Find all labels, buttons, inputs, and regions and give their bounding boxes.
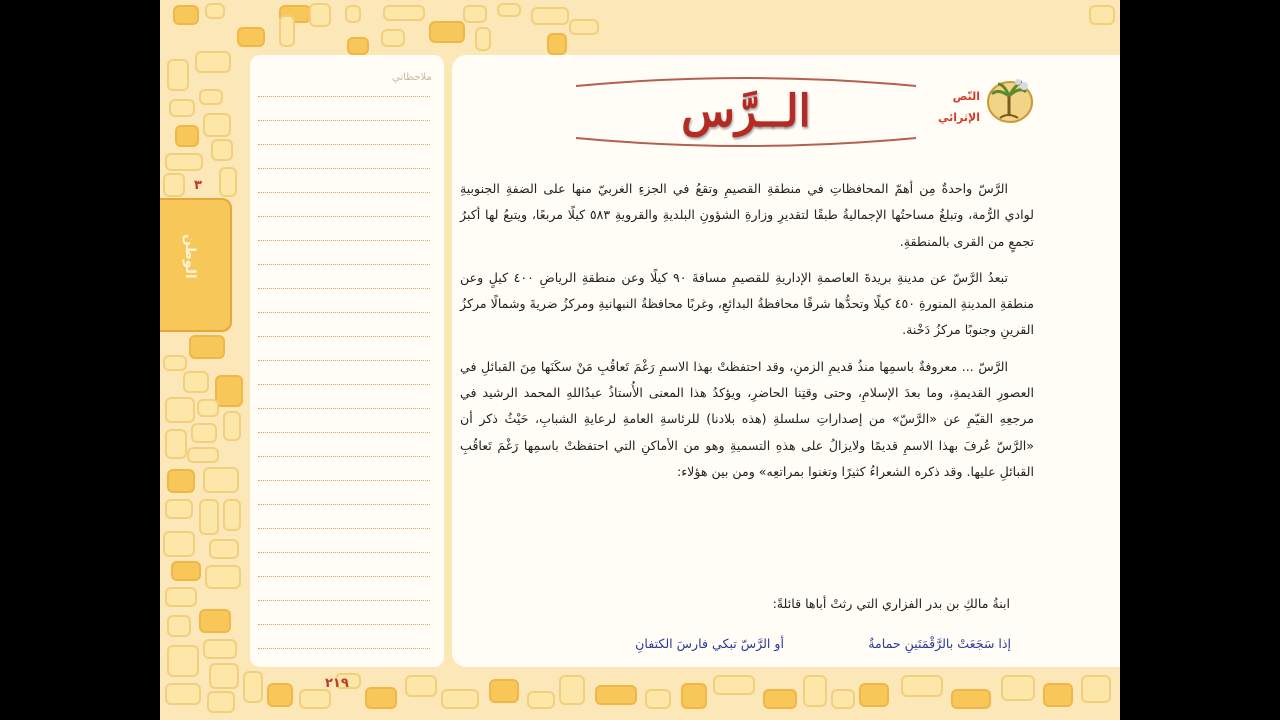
note-line — [258, 216, 430, 217]
note-line — [258, 144, 430, 145]
paragraph: تبعدُ الرَّسّ عن مدينةِ بريدةَ العاصمةِ الإداريةِ للقصيمِ مسافةَ ٩٠ كيلًا وعن منطقةِ الرياضِ ٤٠٠ كيلٍ وعن منطقةِ المدينةِ المنورةِ ٤٥٠ كيلًا وتحدُّها شرقًا محافظةُ البدائعِ، وغربًا محافظةُ النبهانيةِ ومركزُ ضريةَ وشمالًا مركزُ القرينِ وجنوبًا مركزُ دَخْنة. — [460, 269, 1034, 338]
note-line — [258, 264, 430, 265]
paragraph: الرَّسّ واحدةٌ مِن أهمّ المحافظاتِ في منطقةِ القصيمِ وتقعُ في الجزءِ الغربيّ منها على الضفةِ الجنوبيةِ لوادي الرُّمة، وتبلغُ مساحتُها الإجماليةُ طبقًا لتقديرِ وزارةِ الشؤونِ البلديةِ والقرويةِ ٥٨٣ كيلًا مربعًا، ويتبعُ لها أكبرُ تجمعٍ من القرى بالمنطقةِ. — [460, 181, 1034, 249]
poem-verse-second-hemistich: أو الرَّسّ تبكي فارسَ الكتفانِ — [635, 636, 784, 651]
note-line — [258, 408, 430, 409]
chapter-tab-label: الوطن — [182, 234, 198, 279]
notes-heading: ملاحظاتي — [392, 72, 432, 83]
note-line — [258, 336, 430, 337]
page-number: ٢١٩ — [325, 676, 349, 691]
note-line — [258, 624, 430, 625]
note-line — [258, 120, 430, 121]
note-line — [258, 168, 430, 169]
note-line — [258, 192, 430, 193]
note-line — [258, 552, 430, 553]
note-line — [258, 576, 430, 577]
note-line — [258, 456, 430, 457]
poem-verse-first-hemistich: إذا سَجَعَتْ بالرَّقْمَتَينِ حمامةٌ — [868, 636, 1011, 651]
section-label-line2: الإثرائي — [938, 111, 980, 124]
paragraph: الرَّسّ ... معروفةٌ باسمِها منذُ قديمِ الزمنِ، وقد احتفظتْ بهذا الاسمِ رَغْمَ تَعاقُبِ مَنْ سكَنَها مِنَ القبائلِ في العصورِ القديمةِ، وما بعدَ الإسلامِ، وحتى وقتِنا الحاضرِ، ويؤكدُ هذا المعنى الأُستاذُ عبدُاللهِ المحمد الرشيد في مرجعِهِ القيّمِ عن «الرَّسّ» من إصداراتِ سلسلةِ (هذه بلادنا) للرئاسةِ العامةِ لرعايةِ الشبابِ، حَيْثُ ذكر أن «الرَّسّ عُرفَ بهذا الاسمِ قديمًا ولايزالُ على هذهِ التسميةِ وهو من الأماكنِ التي احتفظتْ باسمِها رَغْمَ تَعاقُبِ القبائلِ عليها. وقد ذكره الشعراءُ كثيرًا وتغنوا بمراتعِه» ومن بين هؤلاء: — [460, 358, 1034, 479]
note-line — [258, 96, 430, 97]
note-line — [258, 288, 430, 289]
note-line — [258, 360, 430, 361]
lesson-title: الــرَّس — [681, 86, 811, 137]
note-line — [258, 480, 430, 481]
note-line — [258, 432, 430, 433]
chapter-number: ٣ — [194, 178, 202, 193]
note-line — [258, 504, 430, 505]
poem-intro-line: ابنةُ مالكِ بن بدر الفزاري التي رثتْ أباها قائلةً: — [772, 596, 1010, 611]
note-line — [258, 648, 430, 649]
lesson-body-text — [460, 176, 1034, 495]
note-line — [258, 600, 430, 601]
note-line — [258, 528, 430, 529]
lesson-title-banner — [570, 74, 922, 150]
note-line — [258, 384, 430, 385]
note-line — [258, 312, 430, 313]
section-label — [908, 86, 980, 128]
palm-tree-badge-icon — [978, 76, 1036, 128]
textbook-page — [160, 0, 1120, 720]
section-label-line1: النّص — [952, 90, 980, 103]
note-line — [258, 240, 430, 241]
